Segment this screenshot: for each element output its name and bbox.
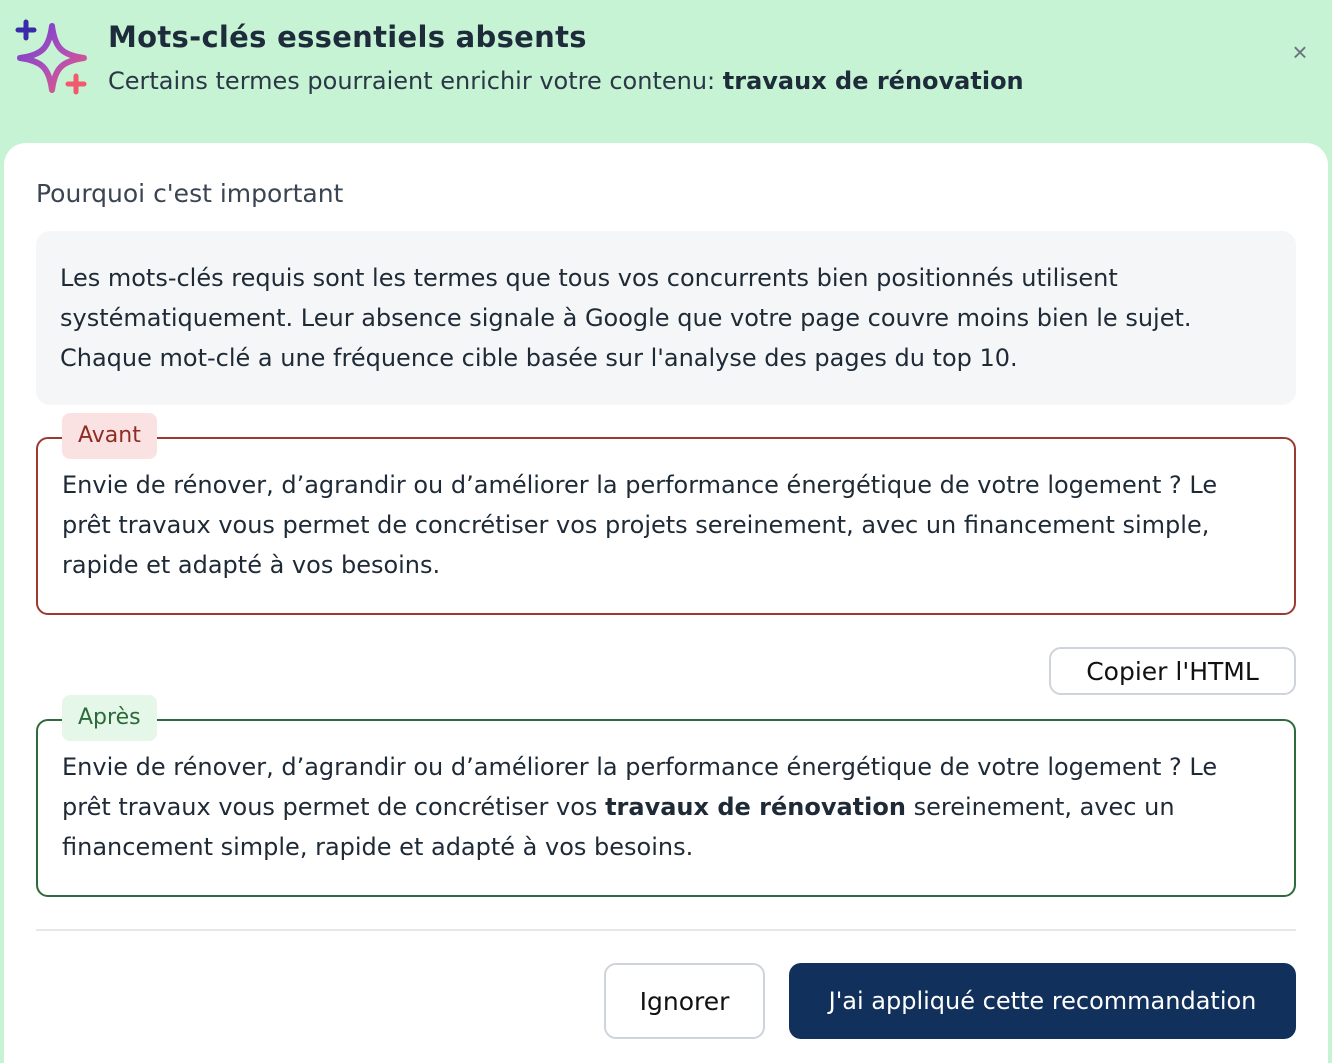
after-box (36, 719, 1296, 897)
after-tag: Après (62, 695, 157, 741)
notification-header (0, 0, 1332, 143)
notification-title: Mots-clés essentiels absents (108, 20, 587, 54)
apply-recommendation-button[interactable]: J'ai appliqué cette recommandation (789, 963, 1296, 1039)
divider (36, 929, 1296, 931)
subtitle-keyword: travaux de rénovation (722, 67, 1024, 95)
close-icon: × (1292, 37, 1308, 67)
before-text: Envie de rénover, d’agrandir ou d’améliorer la performance énergétique de votre logement ? Le prêt travaux vous permet de concrétiser vos projets sereinement, avec un financement simple, rapide et adapté à vos besoins. (62, 471, 1218, 579)
subtitle-text: Certains termes pourraient enrichir votre contenu: (108, 67, 723, 95)
after-text-end: sereinement, avec un financement simple, rapide et adapté à vos besoins. (62, 793, 1175, 861)
after-keyword: travaux de rénovation (605, 793, 906, 821)
ignore-button[interactable]: Ignorer (604, 963, 765, 1039)
sparkle-icon (12, 18, 92, 98)
before-box (36, 437, 1296, 615)
explanation-text: Les mots-clés requis sont les termes que tous vos concurrents bien positionnés utilisent systématiquement. Leur absence signale à Google que votre page couvre moins bien le sujet. Chaque mot-clé a une fréquence cible basée sur l'analyse des pages du top 10. (60, 264, 1192, 372)
after-text-start: Envie de rénover, d’agrandir ou d’améliorer la performance énergétique de votre logement ? Le prêt travaux vous permet de concrétiser vos (62, 753, 1218, 821)
close-button[interactable] (1284, 36, 1316, 68)
explanation-box (36, 231, 1296, 405)
before-tag: Avant (62, 413, 157, 459)
copy-html-button[interactable]: Copier l'HTML (1049, 647, 1296, 695)
notification-subtitle (108, 67, 1024, 95)
section-title: Pourquoi c'est important (36, 179, 344, 208)
